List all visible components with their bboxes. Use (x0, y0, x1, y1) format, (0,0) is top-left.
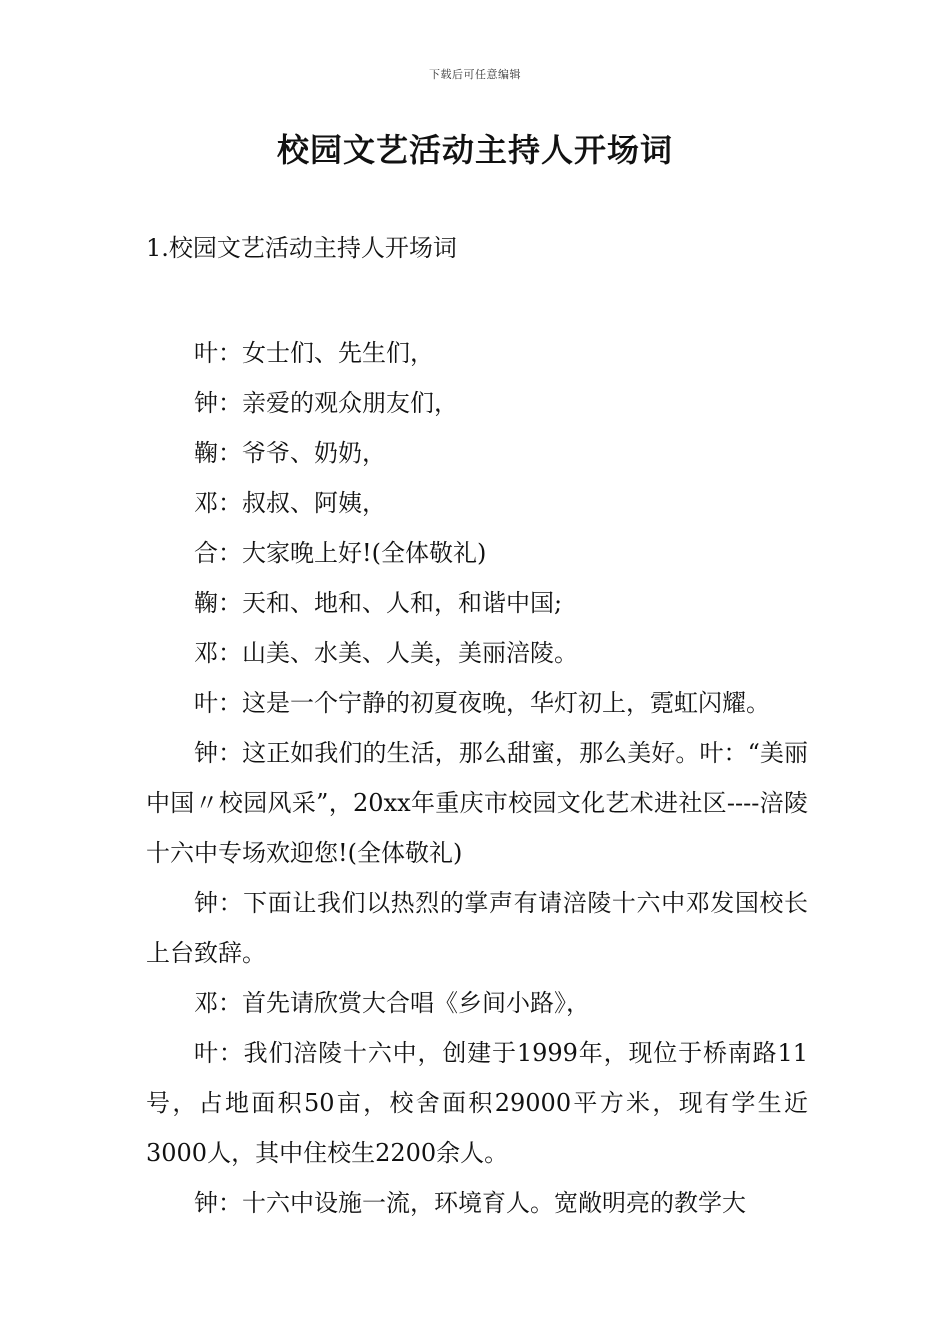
paragraph: 钟：十六中设施一流，环境育人。宽敞明亮的教学大 (194, 1189, 746, 1217)
paragraph: 钟：亲爱的观众朋友们， (194, 389, 458, 417)
paragraph: 邓：叔叔、阿姨， (194, 489, 386, 517)
document-body (146, 328, 808, 1228)
paragraph: 叶：这是一个宁静的初夏夜晚，华灯初上，霓虹闪耀。 (194, 689, 770, 717)
paragraph: 合：大家晚上好!(全体敬礼) (194, 539, 487, 567)
paragraph: 邓：首先请欣赏大合唱《乡间小路》， (194, 989, 590, 1017)
paragraph: 钟：这正如我们的生活，那么甜蜜，那么美好。叶：“美丽中国〃校园风采”，20xx年重庆市校园文化艺术进社区----涪陵十六中专场欢迎您!(全体敬礼) (146, 739, 808, 867)
paragraph: 叶：我们涪陵十六中，创建于1999年，现位于桥南路11号，占地面积50亩，校舍面积29000平方米，现有学生近3000人，其中住校生2200余人。 (146, 1039, 808, 1167)
paragraph: 鞠：爷爷、奶奶， (194, 439, 386, 467)
header-note: 下载后可任意编辑 (429, 68, 521, 81)
section-heading: 1.校园文艺活动主持人开场词 (146, 234, 457, 262)
paragraph: 叶：女士们、先生们， (194, 339, 434, 367)
paragraph: 鞠：天和、地和、人和，和谐中国; (194, 589, 563, 617)
paragraph: 钟：下面让我们以热烈的掌声有请涪陵十六中邓发国校长上台致辞。 (146, 889, 808, 967)
paragraph: 邓：山美、水美、人美，美丽涪陵。 (194, 639, 578, 667)
document-title: 校园文艺活动主持人开场词 (276, 131, 673, 169)
